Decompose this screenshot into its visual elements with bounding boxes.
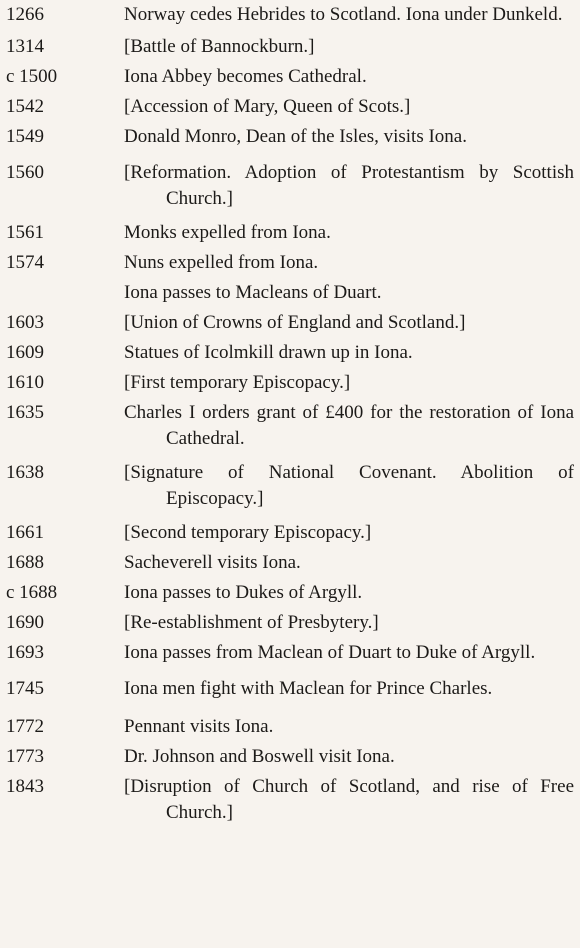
entry-text: Monks expelled from Iona. [124,222,331,243]
chronology-entry [0,94,580,120]
entry-year: c 1688 [6,582,58,603]
entry-text: Sacheverell visits Iona. [124,552,301,573]
entry-year: 1638 [6,462,44,483]
chronology-entry [0,580,580,606]
entry-text: Donald Monro, Dean of the Isles, visits Iona. [124,126,467,147]
chronology-entry [0,676,580,702]
entry-text: [Union of Crowns of England and Scotland.] [124,312,466,333]
chronology-entry [0,520,580,546]
entry-year: 1745 [6,678,44,699]
entry-year: 1549 [6,126,44,147]
entry-text: Iona passes to Macleans of Duart. [124,282,382,303]
entry-year: c 1500 [6,66,58,87]
entry-text: Norway cedes Hebrides to Scotland. Iona under Dunkeld. [124,4,563,25]
entry-year: 1693 [6,642,44,663]
entry-text: [First temporary Episcopacy.] [124,372,351,393]
entry-text: Charles I orders grant of £400 for the restoration of Iona Cathedral. [124,402,574,449]
entry-year: 1690 [6,612,44,633]
entry-text: [Second temporary Episcopacy.] [124,522,372,543]
chronology-entry [0,34,580,60]
entry-year: 1635 [6,402,44,423]
entry-text: [Disruption of Church of Scotland, and rise of Free Church.] [124,776,574,823]
entry-year: 1560 [6,162,44,183]
entry-year: 1843 [6,776,44,797]
entry-text: [Reformation. Adoption of Protestantism by Scottish Church.] [124,162,574,209]
entry-year: 1609 [6,342,44,363]
entry-text: Iona passes to Dukes of Argyll. [124,582,363,603]
chronology-entry [0,610,580,636]
chronology-entry [0,550,580,576]
entry-year: 1688 [6,552,44,573]
entry-year: 1314 [6,36,44,57]
chronology-entry [0,250,580,276]
entry-text: Iona passes from Maclean of Duart to Duke of Argyll. [124,642,536,663]
entry-year: 1772 [6,716,44,737]
chronology-entry [0,124,580,150]
entry-year: 1561 [6,222,44,243]
chronology-entry [0,370,580,396]
entry-text: [Accession of Mary, Queen of Scots.] [124,96,411,117]
chronology-entry [0,774,580,826]
entry-text: Pennant visits Iona. [124,716,274,737]
entry-text: Statues of Icolmkill drawn up in Iona. [124,342,413,363]
chronology-entry [0,460,580,512]
chronology-entry [0,64,580,90]
entry-text: Iona Abbey becomes Cathedral. [124,66,367,87]
entry-year: 1574 [6,252,44,273]
entry-year: 1610 [6,372,44,393]
entry-text: Iona men fight with Maclean for Prince Charles. [124,678,493,699]
entry-text: [Battle of Bannockburn.] [124,36,315,57]
chronology-entry [0,714,580,740]
chronology-entry [0,160,580,212]
chronology-entry [0,744,580,770]
chronology-entry [0,280,580,306]
chronology-entry [0,340,580,366]
entry-year: 1603 [6,312,44,333]
entry-year: 1542 [6,96,44,117]
entry-text: Nuns expelled from Iona. [124,252,319,273]
chronology-entry [0,400,580,452]
chronology-entry [0,220,580,246]
entry-year: 1661 [6,522,44,543]
entry-text: [Re-establishment of Presbytery.] [124,612,379,633]
entry-year: 1266 [6,4,44,25]
entry-text: [Signature of National Covenant. Abolition of Episcopacy.] [124,462,574,509]
entry-text: Dr. Johnson and Boswell visit Iona. [124,746,395,767]
entry-year: 1773 [6,746,44,767]
chronology-entry [0,2,580,28]
chronology-entry [0,640,580,666]
chronology-entry [0,310,580,336]
